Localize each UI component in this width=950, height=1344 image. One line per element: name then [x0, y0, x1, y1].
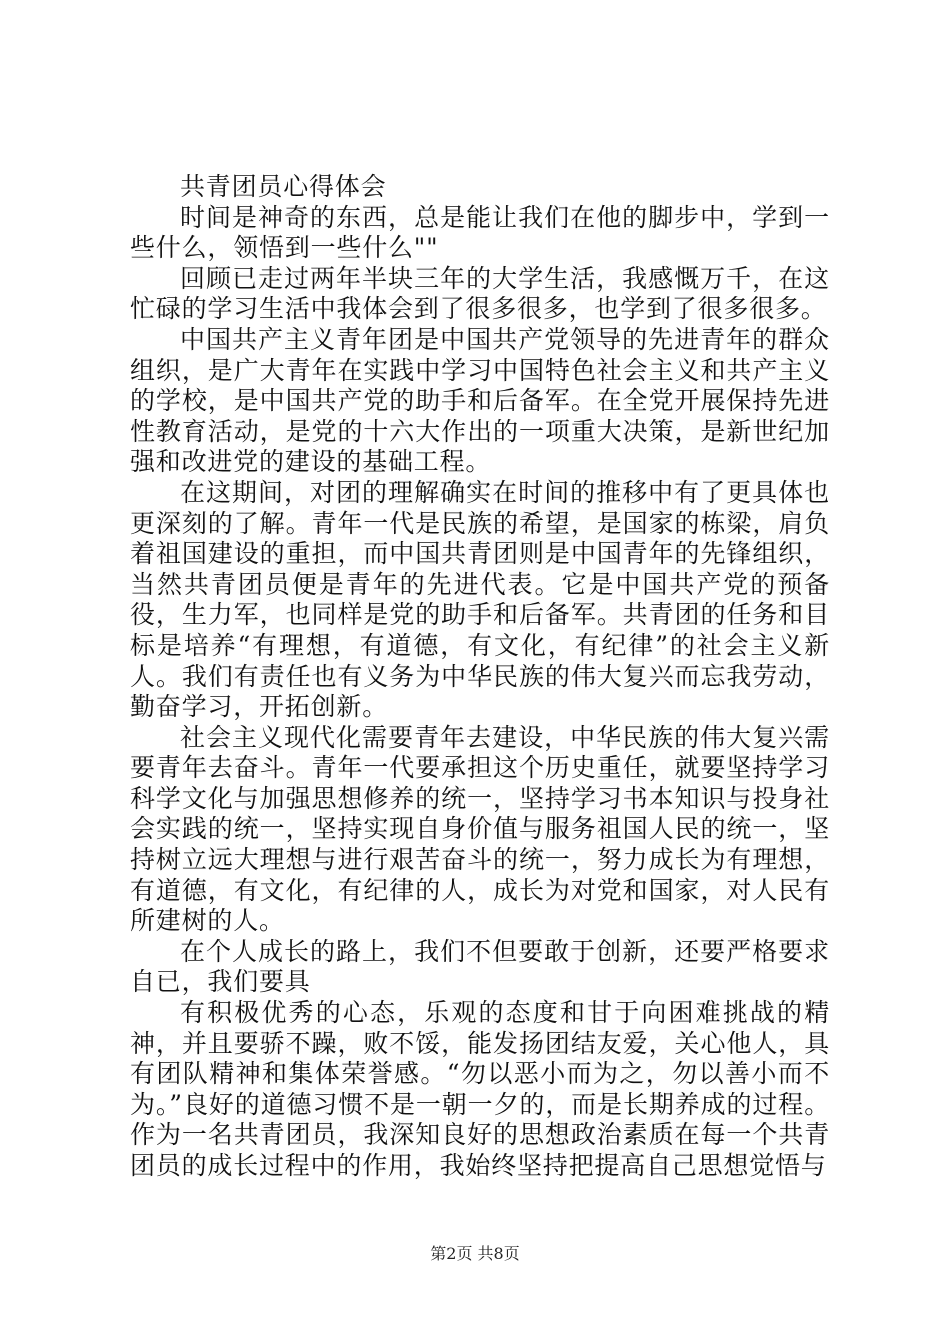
paragraph: 社会主义现代化需要青年去建设，中华民族的伟大复兴需要青年去奋斗。青年一代要承担这个历史重任，就要坚持学习科学文化与加强思想修养的统一，坚持学习书本知识与投身社会实践的统一，坚持实现自身价值与服务祖国人民的统一，坚持树立远大理想与进行艰苦奋斗的统一，努力成长为有理想，有道德，有文化，有纪律的人，成长为对党和国家，对人民有所建树的人。	[130, 722, 830, 936]
paragraph: 在这期间，对团的理解确实在时间的推移中有了更具体也更深刻的了解。青年一代是民族的希望，是国家的栋梁，肩负着祖国建设的重担，而中国共青团则是中国青年的先锋组织，当然共青团员便是青年的先进代表。它是中国共产党的预备役，生力军，也同样是党的助手和后备军。共青团的任务和目标是培养“有理想，有道德，有文化，有纪律”的社会主义新人。我们有责任也有义务为中华民族的伟大复兴而忘我劳动，勤奋学习，开拓创新。	[130, 477, 830, 722]
paragraph: 在个人成长的路上，我们不但要敢于创新，还要严格要求自已，我们要具	[130, 936, 830, 997]
document-body	[130, 172, 830, 1182]
paragraph: 中国共产主义青年团是中国共产党领导的先进青年的群众组织，是广大青年在实践中学习中国特色社会主义和共产主义的学校，是中国共产党的助手和后备军。在全党开展保持先进性教育活动，是党的十六大作出的一项重大决策，是新世纪加强和改进党的建设的基础工程。	[130, 324, 830, 477]
page-number-footer: 第2页 共8页	[430, 1244, 520, 1263]
paragraph: 有积极优秀的心态，乐观的态度和甘于向困难挑战的精神，并且要骄不躁，败不馁，能发扬团结友爱，关心他人，具有团队精神和集体荣誉感。“勿以恶小而为之，勿以善小而不为。”良好的道德习惯不是一朝一夕的，而是长期养成的过程。作为一名共青团员，我深知良好的思想政治素质在每一个共青团员的成长过程中的作用，我始终坚持把提高自己思想觉悟与	[130, 998, 830, 1180]
paragraph: 回顾已走过两年半块三年的大学生活，我感慨万千，在这忙碌的学习生活中我体会到了很多很多，也学到了很多很多。	[130, 263, 830, 324]
document-title: 共青团员心得体会	[180, 172, 387, 201]
paragraph: 时间是神奇的东西，总是能让我们在他的脚步中，学到一些什么，领悟到一些什么""	[130, 202, 830, 263]
